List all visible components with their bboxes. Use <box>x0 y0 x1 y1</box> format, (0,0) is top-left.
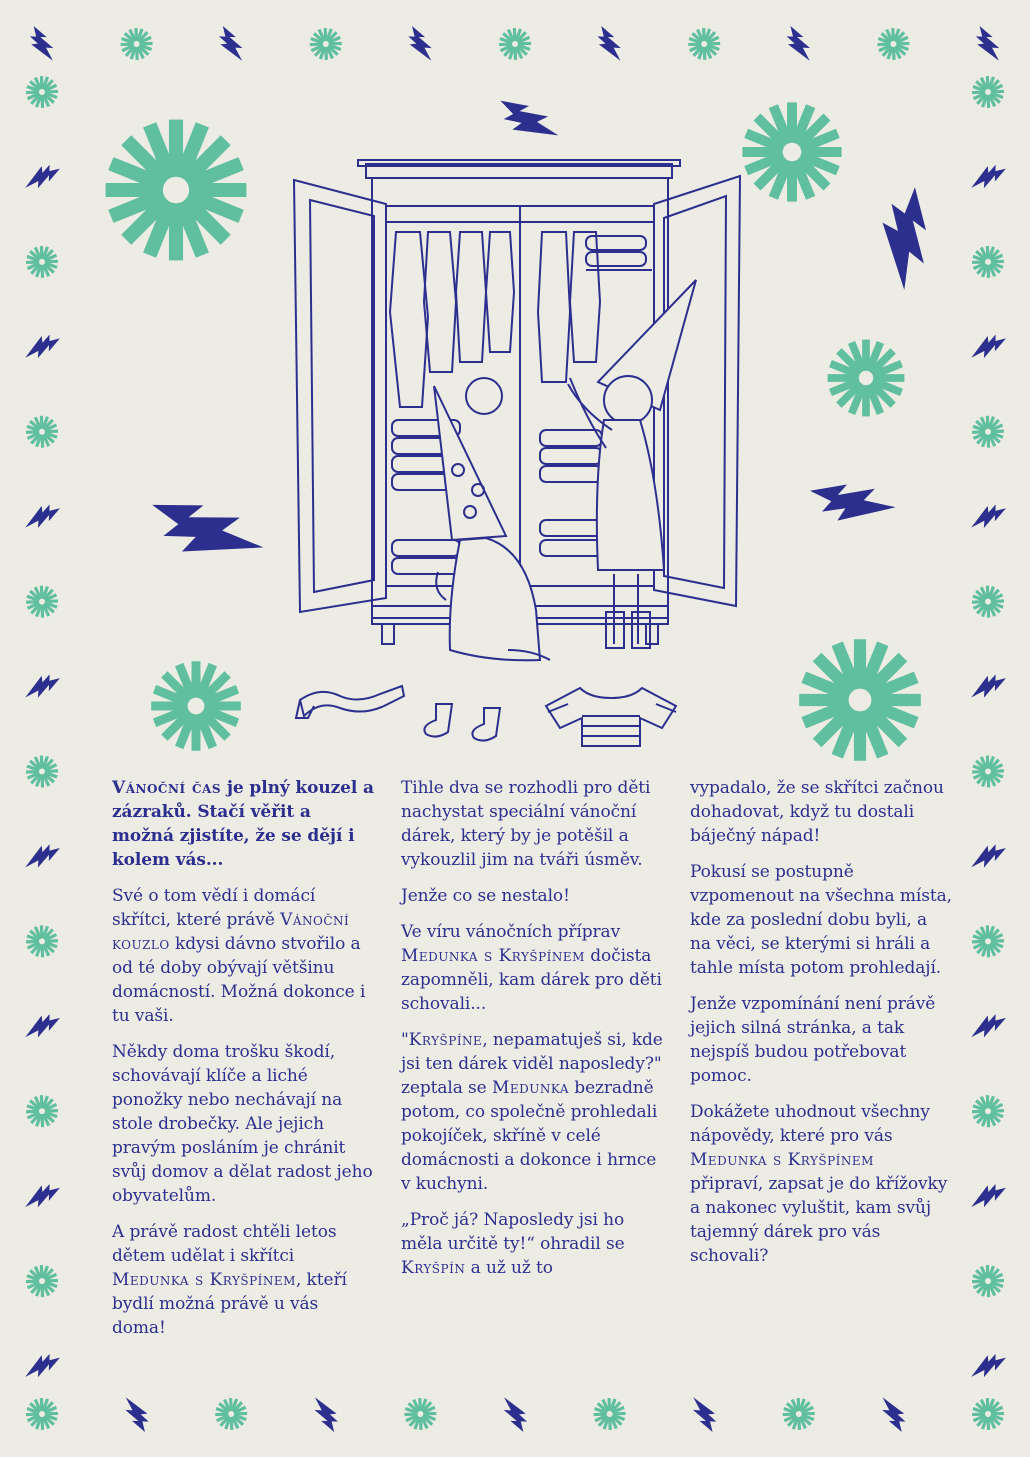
fir-tree-icon <box>971 839 1006 876</box>
fir-tree-icon <box>25 1179 60 1216</box>
snowflake-icon <box>106 120 247 261</box>
paragraph: Pokusí se postupně vzpomenout na všechna místa, kde za poslední dobu byli, a na věci, se kterými si hráli a tahle místa potom prohledají. <box>690 862 952 978</box>
fir-tree-icon <box>810 458 896 541</box>
fir-tree-icon <box>152 474 263 578</box>
snowflake-icon <box>967 1261 1008 1302</box>
fir-tree-icon <box>684 1397 721 1432</box>
fir-tree-icon <box>495 1397 532 1432</box>
snowflake-icon <box>21 921 62 962</box>
fir-tree-icon <box>25 1009 60 1046</box>
scarf <box>296 686 404 718</box>
snowflake-icon <box>778 1393 819 1434</box>
paragraph: "Kryšpíne, nepamatuješ si, kde jsi ten dárek viděl naposledy?" zeptala se Medunka bezradně potom, co společně prohledali pokojíček, skříně v celé domácnosti a dokonce i hrnce v kuchyni. <box>401 1030 663 1194</box>
snowflake-icon <box>21 1091 62 1132</box>
story-column-1 <box>112 776 374 1352</box>
fir-tree-icon <box>971 1349 1006 1386</box>
paragraph: Jenže co se nestalo! <box>401 886 570 906</box>
socks <box>424 704 500 741</box>
snowflake-icon <box>742 102 841 201</box>
snowflake-icon <box>799 639 921 761</box>
paragraph: Tihle dva se rozhodli pro děti nachystat speciální vánoční dárek, který by je potěšil a vykouzlil jim na tváři úsměv. <box>401 778 651 870</box>
fir-tree-icon <box>874 1397 911 1432</box>
fir-tree-icon <box>971 1009 1006 1046</box>
fir-tree-icon <box>306 1397 343 1432</box>
snowflake-icon <box>21 1393 62 1434</box>
snowflake-icon <box>967 1091 1008 1132</box>
paragraph: A právě radost chtěli letos dětem udělat i skřítci Medunka s Kryšpínem, kteří bydlí možná právě u vás doma! <box>112 1222 347 1338</box>
story-column-3 <box>690 776 952 1280</box>
intro-paragraph: Vánoční čas je plný kouzel a zázraků. Stačí věřit a možná zjistíte, že se dějí i kolem vás... <box>112 778 374 870</box>
paragraph: Své o tom vědí i domácí skřítci, které právě Vánoční kouzlo kdysi dávno stvořilo a od té doby obývají většinu domácností. Možná dokonce i tu vaši. <box>112 886 366 1026</box>
paragraph: „Proč já? Naposledy jsi ho měla určitě ty!“ ohradil se Kryšpín a už už to <box>401 1210 625 1278</box>
fir-tree-icon <box>860 187 960 290</box>
snowflake-icon <box>151 661 241 751</box>
snowflake-icon <box>828 340 905 417</box>
fir-tree-icon <box>500 92 558 144</box>
story-column-2 <box>401 776 663 1292</box>
snowflake-icon <box>211 1393 252 1434</box>
snowflake-icon <box>589 1393 630 1434</box>
snowflake-icon <box>967 921 1008 962</box>
fir-tree-icon <box>25 839 60 876</box>
fir-tree-icon <box>25 1349 60 1386</box>
snowflake-icon <box>21 1261 62 1302</box>
paragraph: Dokážete uhodnout všechny nápovědy, které pro vás Medunka s Kryšpínem připraví, zapsat je do křížovky a nakonec vyluštit, kam svůj tajemný dárek pro vás schovali? <box>690 1102 948 1266</box>
snowflake-icon <box>967 1393 1008 1434</box>
paragraph: Někdy doma trošku škodí, schovávají klíče a liché ponožky nebo nechávají na stole drobečky. Ale jejich pravým posláním je chránit svůj domov a dělat radost jeho obyvatelům. <box>112 1042 373 1206</box>
paragraph: Jenže vzpomínání není právě jejich silná stránka, a tak nejspíš budou potřebovat pomoc. <box>690 994 936 1086</box>
paragraph: Ve víru vánočních příprav Medunka s Kryšpínem dočista zapomněli, kam dárek pro děti schovali... <box>401 922 662 1014</box>
snowflake-icon <box>400 1393 441 1434</box>
paragraph: vypadalo, že se skřítci začnou dohadovat, když tu dostali báječný nápad! <box>690 778 944 846</box>
sweater <box>546 688 676 746</box>
fir-tree-icon <box>117 1397 154 1432</box>
fir-tree-icon <box>971 1179 1006 1216</box>
elf-kneeling <box>434 378 550 660</box>
